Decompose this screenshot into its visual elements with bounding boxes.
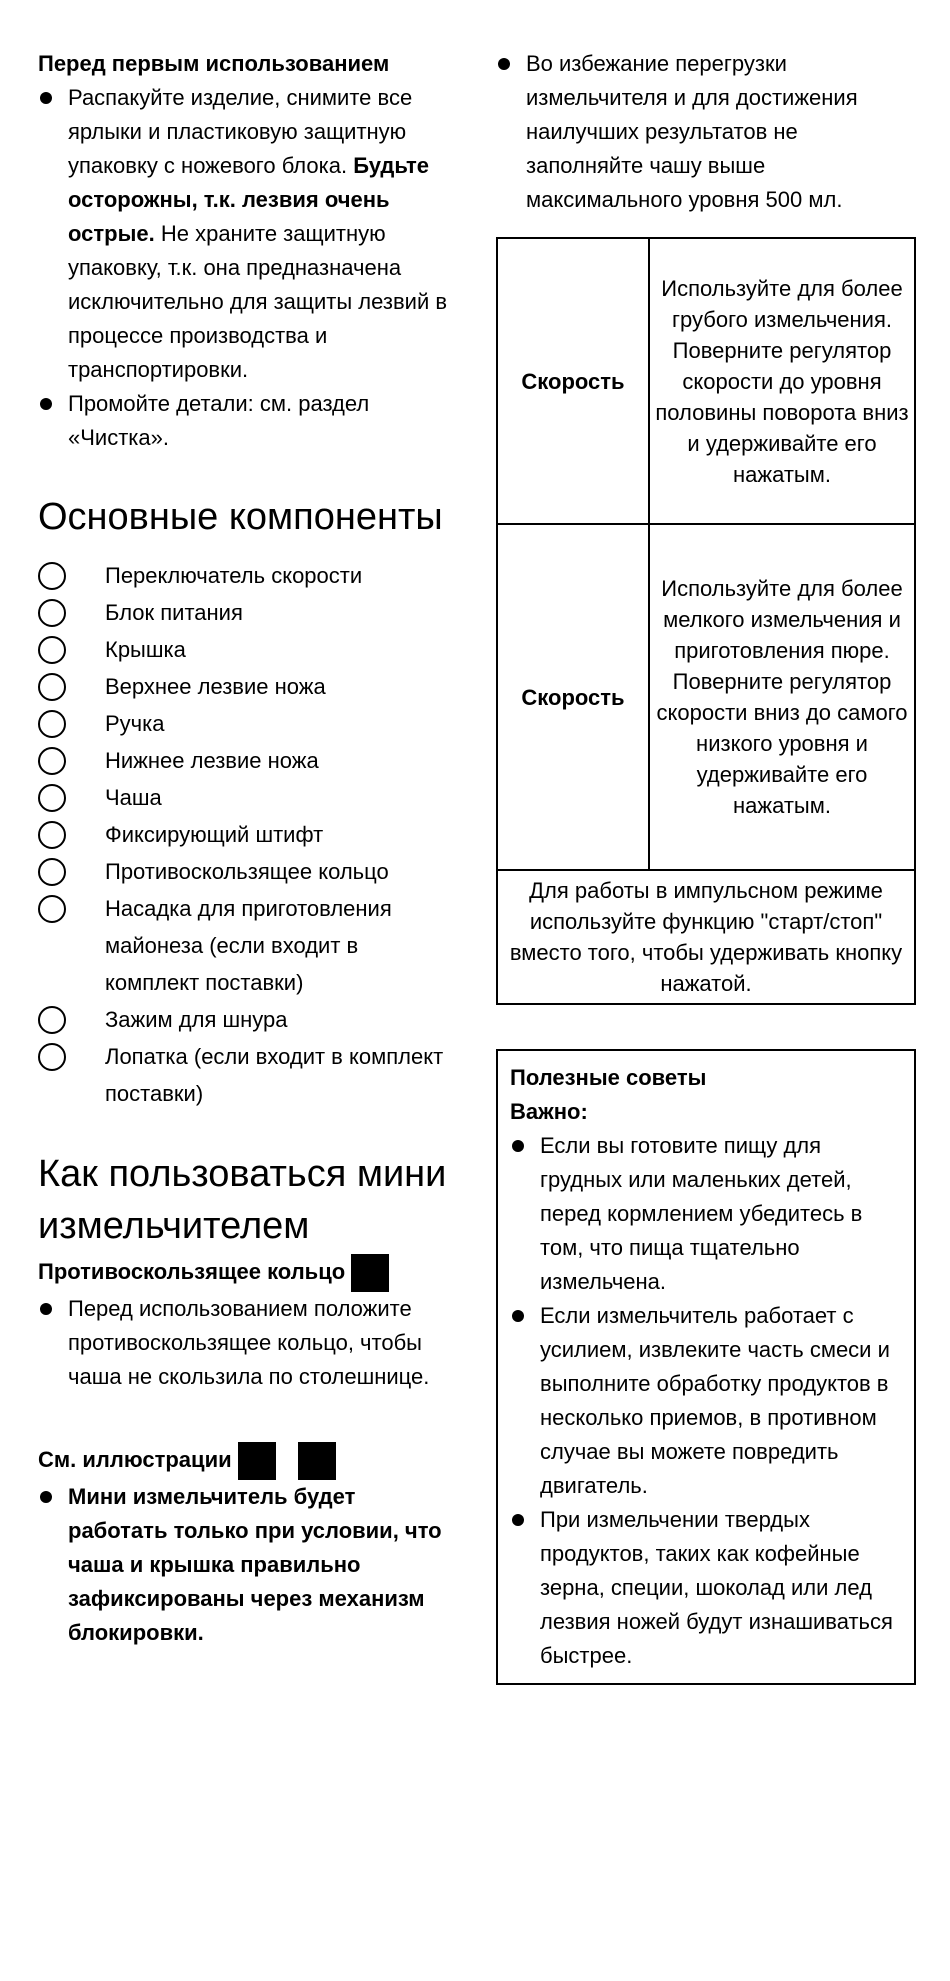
illustration-ref-icon xyxy=(298,1442,336,1480)
tips-list xyxy=(510,1129,902,1673)
component-item: Лопатка (если входит в комплект поставки) xyxy=(38,1038,458,1112)
callout-circle-icon xyxy=(38,1006,66,1034)
component-item: Переключатель скорости xyxy=(38,557,458,594)
component-item: Верхнее лезвие ножа xyxy=(38,668,458,705)
pulse-note: Для работы в импульсном режиме используйте функцию "старт/стоп" вместо того, чтобы удерживать кнопку нажатой. xyxy=(497,870,915,1004)
antislip-list xyxy=(38,1292,458,1394)
list-item: Если вы готовите пищу для грудных или маленьких детей, перед кормлением убедитесь в том, что пища тщательно измельчена. xyxy=(510,1129,902,1299)
tips-heading: Полезные советы xyxy=(510,1065,707,1090)
right-column xyxy=(496,0,916,1685)
first-use-text-b: Не храните защитную упаковку, т.к. она предназначена исключительно для защиты лезвий в процессе производства и транспортировки. xyxy=(68,221,448,382)
list-item xyxy=(38,81,458,387)
component-item: Чаша xyxy=(38,779,458,816)
speed-table xyxy=(496,237,916,1005)
list-item: Мини измельчитель будет работать только при условии, что чаша и крышка правильно зафиксированы через механизм блокировки. xyxy=(38,1480,458,1650)
callout-circle-icon xyxy=(38,710,66,738)
component-item: Насадка для приготовления майонеза (если входит в комплект поставки) xyxy=(38,890,458,1001)
first-use-list xyxy=(38,81,458,455)
list-item: Во избежание перегрузки измельчителя и для достижения наилучших результатов не заполняйте чашу выше максимального уровня 500 мл. xyxy=(496,47,916,217)
howto-heading: Как пользоваться мини измельчителем xyxy=(38,1153,447,1247)
callout-circle-icon xyxy=(38,747,66,775)
antislip-heading: Противоскользящее кольцо xyxy=(38,1254,458,1292)
list-item: Промойте детали: см. раздел «Чистка». xyxy=(38,387,458,455)
overload-list xyxy=(496,47,916,217)
callout-circle-icon xyxy=(38,636,66,664)
component-item: Ручка xyxy=(38,705,458,742)
first-use-heading: Перед первым использованием xyxy=(38,51,390,76)
component-item: Блок питания xyxy=(38,594,458,631)
callout-circle-icon xyxy=(38,1043,66,1071)
callout-circle-icon xyxy=(38,562,66,590)
component-item: Фиксирующий штифт xyxy=(38,816,458,853)
first-use-text-a: Распакуйте изделие, снимите все ярлыки и пластиковую защитную упаковку с ножевого блока. xyxy=(68,85,413,178)
table-row xyxy=(497,238,915,524)
illustration-ref-icon xyxy=(238,1442,276,1480)
tips-important: Важно: xyxy=(510,1099,588,1124)
component-item: Противоскользящее кольцо xyxy=(38,853,458,890)
lock-list xyxy=(38,1480,458,1650)
speed-description: Используйте для более грубого измельчения. Поверните регулятор скорости до уровня половины поворота вниз и удерживайте его нажатым. xyxy=(649,238,915,524)
list-item: Перед использованием положите противоскользящее кольцо, чтобы чаша не скользила по столешнице. xyxy=(38,1292,458,1394)
components-list xyxy=(38,557,458,1112)
illustration-ref-icon xyxy=(351,1254,389,1292)
see-illustrations-heading: См. иллюстрации xyxy=(38,1442,458,1480)
blade-warning: Будьте осторожны, т.к. лезвия очень острые. xyxy=(68,153,429,246)
callout-circle-icon xyxy=(38,599,66,627)
callout-circle-icon xyxy=(38,821,66,849)
callout-circle-icon xyxy=(38,673,66,701)
components-heading: Основные компоненты xyxy=(38,496,443,538)
left-column xyxy=(38,0,458,1650)
table-row xyxy=(497,870,915,1004)
callout-circle-icon xyxy=(38,895,66,923)
tips-box xyxy=(496,1049,916,1685)
table-row xyxy=(497,524,915,870)
speed-label: Скорость xyxy=(497,238,649,524)
component-item: Нижнее лезвие ножа xyxy=(38,742,458,779)
speed-label: Скорость xyxy=(497,524,649,870)
list-item: При измельчении твердых продуктов, таких как кофейные зерна, специи, шоколад или лед лезвия ножей будут изнашиваться быстрее. xyxy=(510,1503,902,1673)
component-item: Крышка xyxy=(38,631,458,668)
component-item: Зажим для шнура xyxy=(38,1001,458,1038)
callout-circle-icon xyxy=(38,858,66,886)
list-item: Если измельчитель работает с усилием, извлеките часть смеси и выполните обработку продуктов в несколько приемов, в противном случае вы можете повредить двигатель. xyxy=(510,1299,902,1503)
speed-description: Используйте для более мелкого измельчения и приготовления пюре. Поверните регулятор скорости вниз до самого низкого уровня и удерживайте его нажатым. xyxy=(649,524,915,870)
callout-circle-icon xyxy=(38,784,66,812)
